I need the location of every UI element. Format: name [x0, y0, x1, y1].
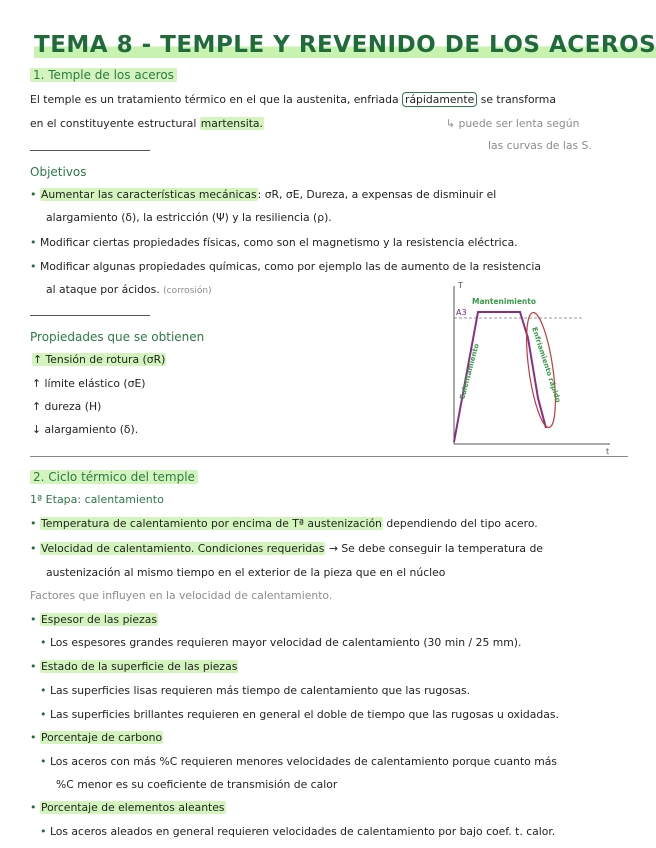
list-item-cont: al ataque por ácidos. (corrosión)	[46, 283, 212, 296]
factores-heading: Factores que influyen en la velocidad de calentamiento.	[30, 589, 333, 602]
divider	[30, 150, 150, 151]
temple-cycle-diagram	[440, 278, 620, 454]
property-item: ↑ dureza (H)	[32, 400, 102, 413]
factor-item: • Porcentaje de elementos aleantes	[30, 801, 225, 814]
list-item: • Modificar ciertas propiedades físicas, como son el magnetismo y la resistencia eléctrica.	[30, 236, 518, 249]
list-item: • Aumentar las características mecánicas: σR, σE, Dureza, a expensas de disminuir el	[30, 188, 497, 201]
mantenimiento-label: Mantenimiento	[472, 297, 536, 306]
factor-subitem: • Los espesores grandes requieren mayor velocidad de calentamiento (30 min / 25 mm).	[40, 636, 522, 649]
factor-item: • Espesor de las piezas	[30, 613, 157, 626]
t-axis-label: T	[458, 281, 463, 290]
side-note: ↳ puede ser lenta según	[446, 117, 580, 130]
property-item: ↑ Tensión de rotura (σR)	[33, 353, 166, 366]
page-title: TEMA 8 - TEMPLE Y REVENIDO DE LOS ACEROS	[34, 32, 656, 58]
section-heading-propiedades: Propiedades que se obtienen	[30, 330, 205, 344]
factor-subitem: • Los aceros aleados en general requieren velocidades de calentamiento por bajo coef. t. calor.	[40, 825, 556, 838]
factor-item: • Estado de la superficie de las piezas	[30, 660, 238, 673]
factor-subitem-cont: %C menor es su coeficiente de transmisión de calor	[56, 778, 338, 791]
list-item-cont: austenización al mismo tiempo en el exterior de la pieza que en el núcleo	[46, 566, 446, 579]
paragraph-line: en el constituyente estructural martensita.	[30, 117, 263, 130]
factor-subitem: • Las superficies lisas requieren más tiempo de calentamiento que las rugosas.	[40, 684, 471, 697]
list-item: • Velocidad de calentamiento. Condiciones requeridas → Se debe conseguir la temperatura de	[30, 542, 543, 555]
factor-subitem: • Los aceros con más %C requieren menores velocidades de calentamiento porque cuanto más	[40, 755, 557, 768]
list-item-cont: alargamiento (δ), la estricción (Ψ) y la resiliencia (ρ).	[46, 211, 332, 224]
section-heading-temple: 1. Temple de los aceros	[30, 68, 177, 82]
paragraph-line: El temple es un tratamiento térmico en el que la austenita, enfriada rápidamente se transforma	[30, 93, 556, 106]
divider	[30, 315, 150, 316]
list-item: • Modificar algunas propiedades químicas, como por ejemplo las de aumento de la resistencia	[30, 260, 541, 273]
a3-label: A3	[456, 308, 467, 317]
side-note: las curvas de las S.	[488, 139, 592, 152]
etapa-heading: 1ª Etapa: calentamiento	[30, 493, 164, 506]
section-heading-ciclo: 2. Ciclo térmico del temple	[30, 470, 198, 484]
property-item: ↓ alargamiento (δ).	[32, 423, 139, 436]
property-item: ↑ límite elástico (σE)	[32, 377, 146, 390]
enfriamiento-label: Enfriamiento rápido	[530, 326, 563, 404]
section-heading-objetivos: Objetivos	[30, 165, 87, 179]
calentamiento-label: Calentamiento	[458, 342, 481, 401]
factor-item: • Porcentaje de carbono	[30, 731, 163, 744]
factor-subitem: • Las superficies brillantes requieren en general el doble de tiempo que las rugosas u oxidadas.	[40, 708, 559, 721]
list-item: • Temperatura de calentamiento por encima de Tª austenización dependiendo del tipo acero.	[30, 517, 538, 530]
x-axis-label: t	[606, 447, 610, 454]
section-divider	[30, 456, 628, 457]
